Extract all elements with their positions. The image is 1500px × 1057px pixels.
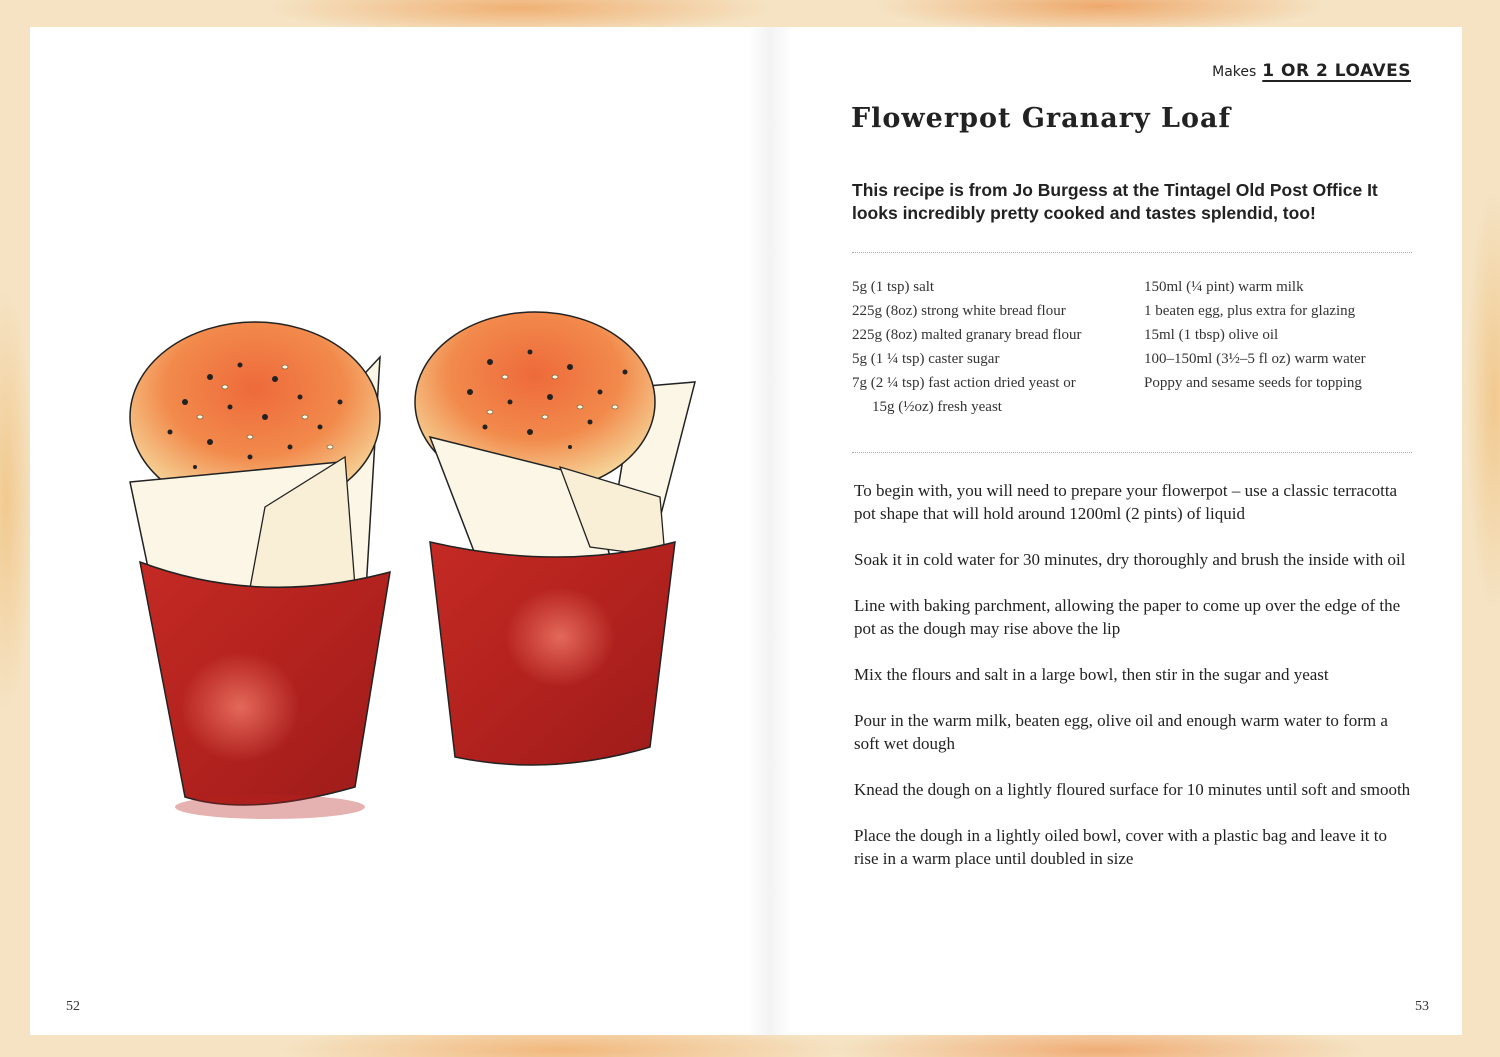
ingredient-item: 225g (8oz) malted granary bread flour — [852, 327, 1082, 343]
left-flowerpot-loaf — [130, 322, 390, 819]
ingredients-column-left — [852, 275, 1120, 419]
recipe-yield — [1212, 61, 1411, 81]
method-step: Pour in the warm milk, beaten egg, olive oil and enough warm water to form a soft wet dough — [854, 711, 1388, 753]
divider — [852, 252, 1412, 253]
ingredient-item: Poppy and sesame seeds for topping — [1144, 375, 1362, 391]
method-step: To begin with, you will need to prepare your flowerpot – use a classic terracotta pot shape that will hold around 1200ml (2 pints) of liquid — [854, 481, 1398, 523]
page-number-right: 53 — [1415, 999, 1429, 1014]
ingredient-item: 150ml (¼ pint) warm milk — [1144, 279, 1304, 295]
method-step: Knead the dough on a lightly floured surface for 10 minutes until soft and smooth — [854, 780, 1411, 799]
method-step: Line with baking parchment, allowing the paper to come up over the edge of the pot as the dough may rise above the lip — [854, 596, 1401, 638]
book-gutter — [748, 27, 792, 1035]
left-page — [30, 27, 748, 1035]
ingredient-item: 1 beaten egg, plus extra for glazing — [1144, 303, 1356, 319]
ingredient-item: 15ml (1 tbsp) olive oil — [1144, 327, 1279, 343]
ingredient-item: 225g (8oz) strong white bread flour — [852, 303, 1066, 319]
method-step: Place the dough in a lightly oiled bowl, cover with a plastic bag and leave it to rise in a warm place until doubled in size — [854, 826, 1388, 868]
yield-value: 1 OR 2 LOAVES — [1262, 61, 1411, 81]
ingredient-item: 5g (1 ¼ tsp) caster sugar — [852, 351, 1000, 367]
method-steps — [854, 479, 1414, 893]
ingredient-item: 5g (1 tsp) salt — [852, 279, 935, 295]
right-page — [792, 27, 1462, 1035]
flowerpot-loaves-illustration — [90, 307, 720, 867]
ingredient-item: 100–150ml (3½–5 fl oz) warm water — [1144, 351, 1366, 367]
ingredient-item: 7g (2 ¼ tsp) fast action dried yeast or — [852, 375, 1076, 391]
right-flowerpot-loaf — [415, 312, 695, 765]
ingredients-column-right — [1144, 275, 1412, 419]
ingredients-list — [852, 275, 1412, 419]
page-number-left: 52 — [66, 999, 80, 1014]
method-step: Soak it in cold water for 30 minutes, dry thoroughly and brush the inside with oil — [854, 550, 1406, 569]
ingredient-item: 15g (½oz) fresh yeast — [872, 399, 1002, 415]
recipe-intro: This recipe is from Jo Burgess at the Tintagel Old Post Office It looks incredibly pretty cooked and tastes splendid, too! — [852, 180, 1378, 223]
divider — [852, 452, 1412, 453]
recipe-title: Flowerpot Granary Loaf — [851, 103, 1232, 134]
yield-prefix: Makes — [1212, 64, 1257, 80]
method-step: Mix the flours and salt in a large bowl, then stir in the sugar and yeast — [854, 665, 1329, 684]
